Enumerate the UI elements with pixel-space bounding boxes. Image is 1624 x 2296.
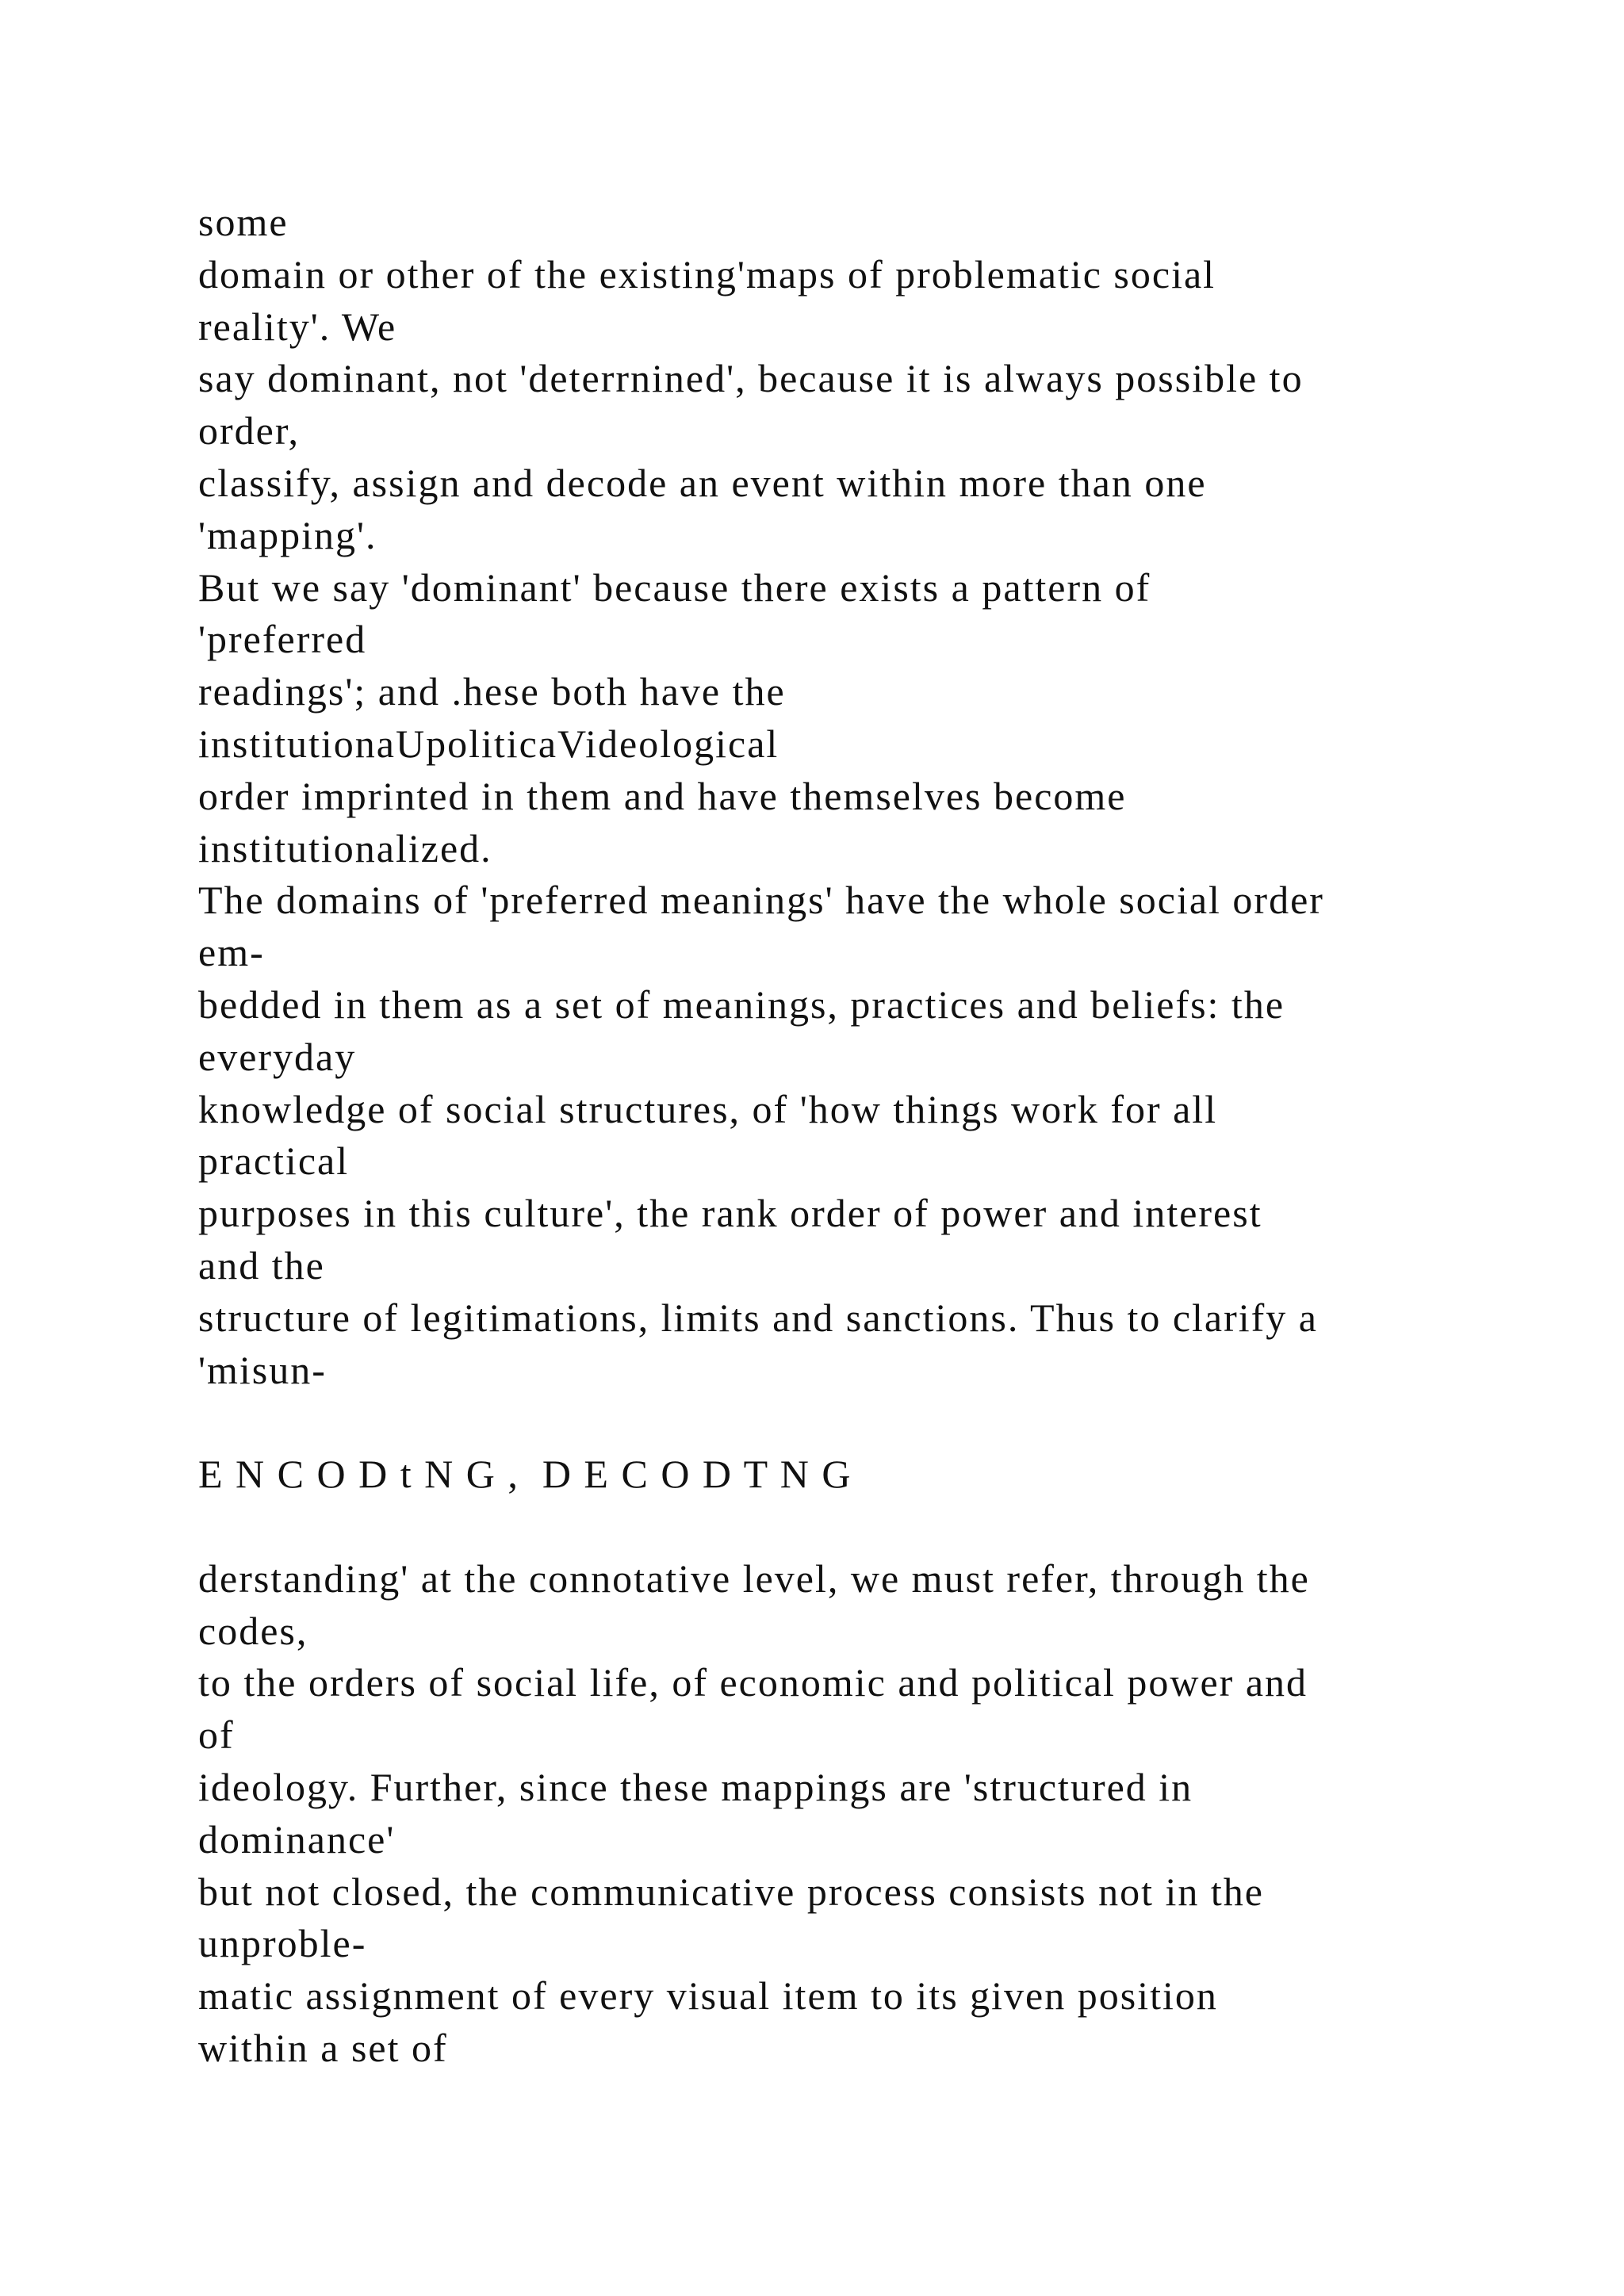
text-line: and the <box>198 1242 325 1288</box>
text-line: The domains of 'preferred meanings' have the whole social order <box>198 878 1324 923</box>
text-line: purposes in this culture', the rank order of power and interest <box>198 1191 1262 1236</box>
text-line: em- <box>198 930 265 975</box>
document-page <box>198 197 1546 2075</box>
text-line: 'misun- <box>198 1347 327 1392</box>
blank-line <box>198 1501 1546 1553</box>
text-line: but not closed, the communicative process consists not in the <box>198 1869 1264 1914</box>
text-line: But we say 'dominant' because there exists a pattern of <box>198 564 1151 610</box>
text-line: 'preferred <box>198 617 367 662</box>
text-line: structure of legitimations, limits and sanctions. Thus to clarify a <box>198 1295 1319 1340</box>
text-line: say dominant, not 'deterrnined', because it is always possible to <box>198 356 1304 401</box>
text-line: some <box>198 200 289 244</box>
text-line: 'mapping'. <box>198 512 377 557</box>
text-line: classify, assign and decode an event within more than one <box>198 460 1207 505</box>
text-line: of <box>198 1712 235 1758</box>
text-line: dominance' <box>198 1816 396 1862</box>
text-line: order, <box>198 408 300 453</box>
text-line: order imprinted in them and have themselves become <box>198 773 1127 818</box>
text-line: codes, <box>198 1608 308 1653</box>
text-block-top <box>198 197 1546 1396</box>
text-line: matic assignment of every visual item to its given position <box>198 1973 1218 2019</box>
text-line: everyday <box>198 1034 357 1079</box>
text-line: to the orders of social life, of economic and political power and <box>198 1660 1308 1705</box>
text-line: institutionaUpoliticaVideological <box>198 721 779 766</box>
blank-line <box>198 1396 1546 1448</box>
text-line: unproble- <box>198 1921 367 1966</box>
text-line: reality'. We <box>198 304 397 349</box>
running-head: E N C O D t N G , D E C O D T N G <box>198 1452 852 1497</box>
text-line: knowledge of social structures, of 'how things work for all <box>198 1086 1218 1131</box>
text-line: practical <box>198 1138 350 1184</box>
text-block-bottom <box>198 1553 1546 2075</box>
text-line: ideology. Further, since these mappings are 'structured in <box>198 1764 1193 1809</box>
text-line: bedded in them as a set of meanings, practices and beliefs: the <box>198 982 1285 1027</box>
text-line: derstanding' at the connotative level, we must refer, through the <box>198 1556 1310 1601</box>
text-line: domain or other of the existing'maps of problematic social <box>198 251 1216 297</box>
text-line: institutionalized. <box>198 825 492 871</box>
text-line: within a set of <box>198 2025 448 2070</box>
text-line: readings'; and .hese both have the <box>198 669 786 714</box>
